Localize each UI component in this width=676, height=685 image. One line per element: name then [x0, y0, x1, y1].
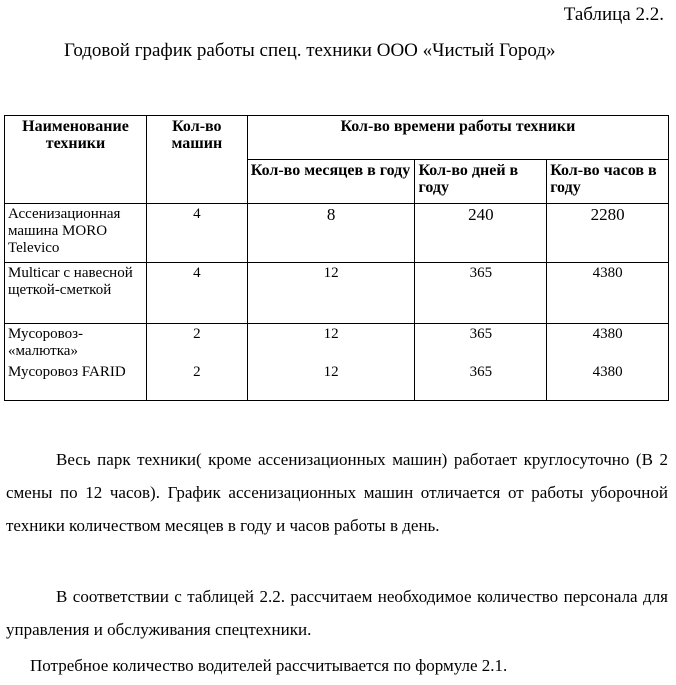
header-months: Кол-во месяцев в году — [247, 160, 415, 204]
table-row — [5, 362, 669, 400]
table-title: Годовой график работы спец. техники ООО «Чистый Город» — [64, 40, 556, 61]
cell-months: 12 — [247, 324, 415, 363]
header-name: Наименование техники — [5, 116, 147, 204]
cell-count: 2 — [146, 324, 247, 363]
cell-hours: 4380 — [547, 263, 669, 324]
cell-days: 365 — [415, 362, 547, 400]
cell-count: 2 — [146, 362, 247, 400]
cell-months: 8 — [247, 204, 415, 263]
cell-name: Multicar с навесной щеткой-сметкой — [5, 263, 147, 324]
header-days: Кол-во дней в году — [415, 160, 547, 204]
cell-days: 365 — [415, 324, 547, 363]
cell-count: 4 — [146, 204, 247, 263]
paragraph-drivers-formula: Потребное количество водителей рассчитывается по формуле 2.1. — [30, 656, 508, 675]
cell-days: 240 — [415, 204, 547, 263]
table-row — [5, 204, 669, 263]
table-number: Таблица 2.2. — [563, 4, 664, 25]
cell-name: Мусоровоз- «малютка» — [5, 324, 147, 363]
cell-name: Мусоровоз FARID — [5, 362, 147, 400]
table-row — [5, 324, 669, 363]
cell-name: Ассенизационная машина MORO Televico — [5, 204, 147, 263]
cell-hours: 2280 — [547, 204, 669, 263]
table-row — [5, 263, 669, 324]
cell-days: 365 — [415, 263, 547, 324]
equipment-table — [4, 115, 669, 401]
cell-months: 12 — [247, 362, 415, 400]
paragraph-fleet-schedule: Весь парк техники( кроме ассенизационных машин) работает круглосуточно (В 2 смены по 12 часов). График ассенизационных машин отличается от работы уборочной техники количеством месяцев в году и часов работы в день. — [6, 450, 668, 535]
header-hours: Кол-во часов в году — [547, 160, 669, 204]
cell-hours: 4380 — [547, 324, 669, 363]
header-count: Кол-во машин — [146, 116, 247, 204]
paragraph-staff-calculation: В соответствии с таблицей 2.2. рассчитаем необходимое количество персонала для управления и обслуживания спецтехники. — [6, 587, 668, 639]
header-work-time: Кол-во времени работы техники — [247, 116, 668, 160]
cell-hours: 4380 — [547, 362, 669, 400]
cell-months: 12 — [247, 263, 415, 324]
cell-count: 4 — [146, 263, 247, 324]
